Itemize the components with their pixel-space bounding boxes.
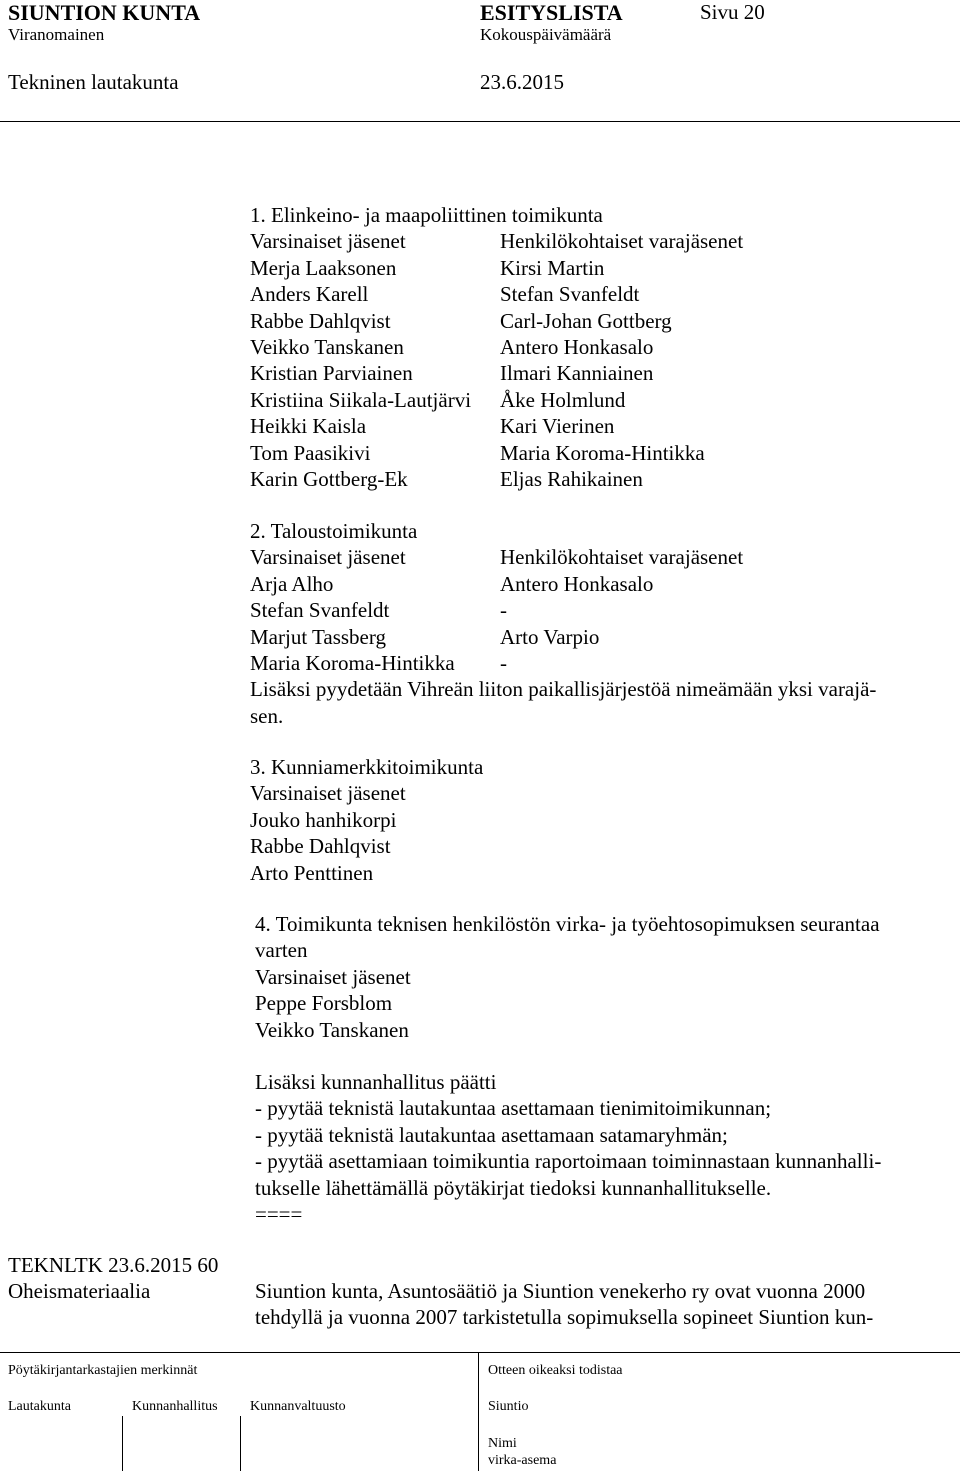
col-header-regular: Varsinaiset jäsenet xyxy=(250,545,406,570)
section-title: 4. Toimikunta teknisen henkilöstön virka- ja työehtosopimuksen seurantaa xyxy=(255,912,880,936)
member-name: Arto Penttinen xyxy=(250,860,374,885)
member-name: Kristiina Siikala-Lautjärvi xyxy=(250,387,472,412)
deputy-name: Maria Koroma-Hintikka xyxy=(500,440,705,465)
meeting-date-label: Kokouspäivämäärä xyxy=(480,25,612,44)
member-row xyxy=(250,571,950,597)
member-name: Peppe Forsblom xyxy=(255,991,393,1016)
section-1 xyxy=(250,202,950,492)
decision-line: - pyytää teknistä lautakuntaa asettamaan satamaryhmän; xyxy=(255,1122,728,1147)
section-2 xyxy=(250,518,950,729)
decision-line: - pyytää teknistä lautakuntaa asettamaan tienimitoimikunnan; xyxy=(255,1096,772,1121)
section-title: 1. Elinkeino- ja maapoliittinen toimikunta xyxy=(250,203,603,227)
member-row xyxy=(250,308,950,334)
deputy-name: Åke Holmlund xyxy=(500,387,626,412)
deputy-name: Kari Vierinen xyxy=(500,414,615,439)
member-name: Veikko Tanskanen xyxy=(250,334,404,359)
end-mark: ==== xyxy=(255,1201,303,1226)
member-name: Rabbe Dahlqvist xyxy=(250,834,391,859)
deputy-name: - xyxy=(500,650,507,675)
org-name: SIUNTION KUNTA xyxy=(8,0,201,25)
deputy-name: Arto Varpio xyxy=(500,624,600,649)
footer-col-line-1 xyxy=(122,1416,123,1471)
footer-name: Nimi xyxy=(488,1436,517,1451)
member-name: Anders Karell xyxy=(250,282,369,307)
col-header-regular: Varsinaiset jäsenet xyxy=(250,781,406,806)
member-name: Veikko Tanskanen xyxy=(255,1017,409,1042)
meeting-date: 23.6.2015 xyxy=(480,70,564,94)
deputy-name: Stefan Svanfeldt xyxy=(500,282,640,307)
section-title: 2. Taloustoimikunta xyxy=(250,519,418,543)
member-name: Merja Laaksonen xyxy=(250,255,397,280)
member-name: Arja Alho xyxy=(250,571,334,596)
member-row xyxy=(250,281,950,307)
section-note: Lisäksi pyydetään Vihreän liiton paikallisjärjestöä nimeämään yksi varajä- xyxy=(250,677,877,702)
footer-reviewers-title: Pöytäkirjantarkastajien merkinnät xyxy=(8,1363,198,1378)
footer-col-council: Kunnanhallitus xyxy=(132,1399,218,1414)
member-row xyxy=(250,255,950,281)
member-name: Kristian Parviainen xyxy=(250,361,413,386)
footer-divider xyxy=(478,1352,479,1471)
page-number: Sivu 20 xyxy=(700,0,765,24)
member-row xyxy=(250,360,950,386)
item-text-cont: tehdyllä ja vuonna 2007 tarkistetulla sopimuksella sopineet Siuntion kun- xyxy=(255,1305,874,1329)
section-title-cont: varten xyxy=(255,938,308,963)
member-name: Stefan Svanfeldt xyxy=(250,598,390,623)
member-name: Maria Koroma-Hintikka xyxy=(250,650,455,675)
deputy-name: Antero Honkasalo xyxy=(500,571,654,596)
authority-label: Viranomainen xyxy=(8,25,105,44)
doc-type: ESITYSLISTA xyxy=(480,0,623,25)
member-name: Rabbe Dahlqvist xyxy=(250,308,391,333)
member-name: Heikki Kaisla xyxy=(250,414,367,439)
member-row xyxy=(250,387,950,413)
col-header-regular: Varsinaiset jäsenet xyxy=(250,229,406,254)
member-row xyxy=(250,440,950,466)
member-row xyxy=(250,597,950,623)
decision-intro: Lisäksi kunnanhallitus päätti xyxy=(255,1070,497,1094)
member-name: Jouko hanhikorpi xyxy=(250,807,397,832)
decision-line: - pyytää asettamiaan toimikuntia raportoimaan toiminnastaan kunnanhalli- xyxy=(255,1149,882,1174)
section-4 xyxy=(255,911,955,1043)
footer-certify-title: Otteen oikeaksi todistaa xyxy=(488,1363,623,1378)
footer-top-line xyxy=(0,1352,960,1353)
deputy-name: Eljas Rahikainen xyxy=(500,466,643,491)
item-text: Siuntion kunta, Asuntosäätiö ja Siuntion venekerho ry ovat vuonna 2000 xyxy=(255,1279,866,1303)
member-row xyxy=(250,624,950,650)
member-name: Karin Gottberg-Ek xyxy=(250,466,408,491)
footer-col-board: Lautakunta xyxy=(8,1399,71,1414)
item-label: Oheismateriaalia xyxy=(8,1279,151,1303)
footer-col-line-2 xyxy=(240,1416,241,1471)
member-row xyxy=(250,334,950,360)
footer-role: virka-asema xyxy=(488,1453,557,1468)
col-header-regular: Varsinaiset jäsenet xyxy=(255,964,411,989)
header-divider xyxy=(0,121,960,122)
section-3 xyxy=(250,754,950,886)
body-name: Tekninen lautakunta xyxy=(8,70,179,94)
decision-block xyxy=(255,1069,955,1227)
deputy-name: Antero Honkasalo xyxy=(500,334,654,359)
col-header-deputy: Henkilökohtaiset varajäsenet xyxy=(500,229,744,254)
decision-line: tukselle lähettämällä pöytäkirjat tiedoksi kunnanhallitukselle. xyxy=(255,1175,772,1200)
deputy-name: Kirsi Martin xyxy=(500,255,605,280)
deputy-name: Ilmari Kanniainen xyxy=(500,361,654,386)
member-row xyxy=(250,650,950,676)
section-title: 3. Kunniamerkkitoimikunta xyxy=(250,755,484,779)
footer-col-assembly: Kunnanvaltuusto xyxy=(250,1399,346,1414)
member-row xyxy=(250,413,950,439)
deputy-name: Carl-Johan Gottberg xyxy=(500,308,672,333)
member-row xyxy=(250,466,950,492)
item-reference: TEKNLTK 23.6.2015 60 xyxy=(8,1253,219,1277)
deputy-name: - xyxy=(500,598,507,623)
member-name: Marjut Tassberg xyxy=(250,624,386,649)
member-name: Tom Paasikivi xyxy=(250,440,371,465)
footer-place: Siuntio xyxy=(488,1399,529,1414)
col-header-deputy: Henkilökohtaiset varajäsenet xyxy=(500,545,744,570)
section-note-cont: sen. xyxy=(250,703,284,728)
